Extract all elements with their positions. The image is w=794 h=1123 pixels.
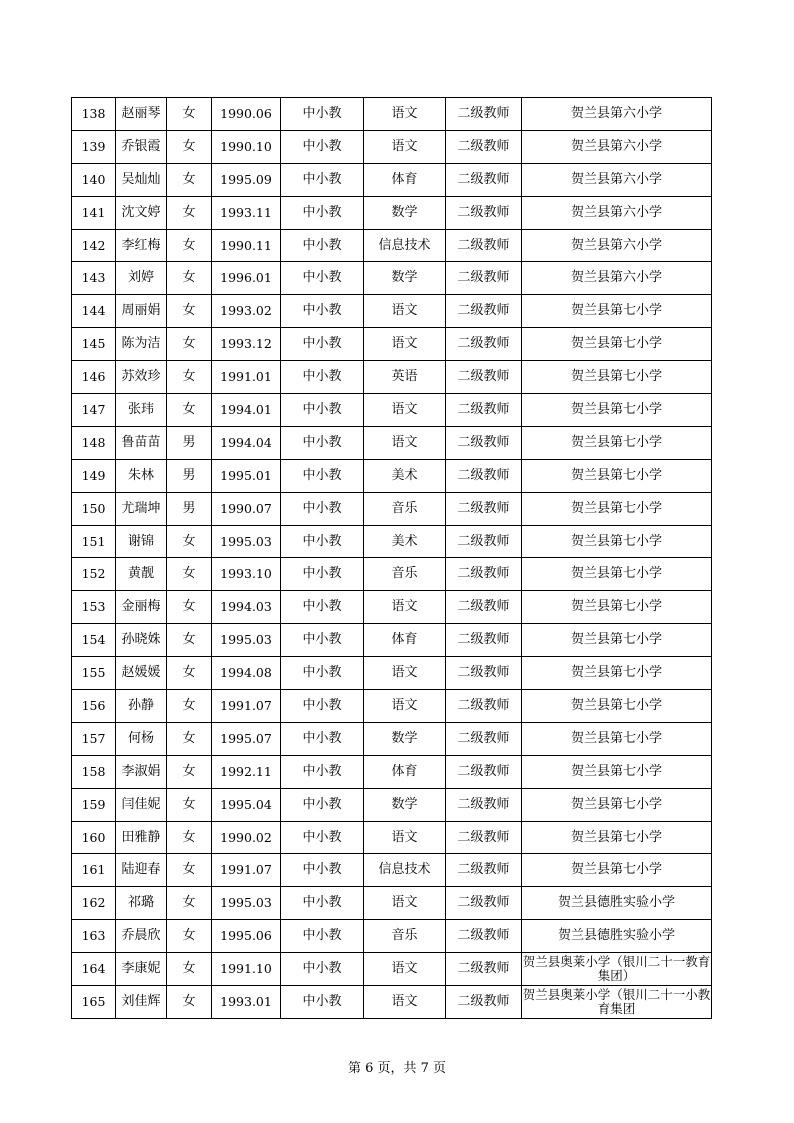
cell-subject: 语文 — [364, 821, 446, 854]
cell-birth-date: 1995.09 — [212, 163, 281, 196]
cell-school: 贺兰县第六小学 — [522, 163, 712, 196]
table-row — [72, 920, 712, 953]
cell-category: 中小教 — [281, 229, 364, 262]
cell-school: 贺兰县第六小学 — [522, 262, 712, 295]
cell-gender: 女 — [167, 98, 212, 131]
cell-category: 中小教 — [281, 98, 364, 131]
cell-school: 贺兰县第六小学 — [522, 98, 712, 131]
cell-subject: 语文 — [364, 986, 446, 1019]
table-row — [72, 525, 712, 558]
cell-title: 二级教师 — [446, 163, 522, 196]
cell-title: 二级教师 — [446, 657, 522, 690]
cell-subject: 数学 — [364, 788, 446, 821]
cell-name: 李红梅 — [116, 229, 167, 262]
cell-category: 中小教 — [281, 920, 364, 953]
cell-school: 贺兰县第七小学 — [522, 328, 712, 361]
cell-birth-date: 1993.12 — [212, 328, 281, 361]
table-row — [72, 821, 712, 854]
cell-gender: 女 — [167, 591, 212, 624]
cell-title: 二级教师 — [446, 525, 522, 558]
cell-school: 贺兰县第七小学 — [522, 690, 712, 723]
cell-gender: 女 — [167, 229, 212, 262]
cell-school: 贺兰县第七小学 — [522, 624, 712, 657]
cell-category: 中小教 — [281, 755, 364, 788]
table-row — [72, 887, 712, 920]
cell-school: 贺兰县第七小学 — [522, 755, 712, 788]
cell-birth-date: 1991.10 — [212, 953, 281, 986]
cell-school: 贺兰县第七小学 — [522, 821, 712, 854]
cell-gender: 女 — [167, 196, 212, 229]
cell-category: 中小教 — [281, 821, 364, 854]
cell-title: 二级教师 — [446, 361, 522, 394]
cell-category: 中小教 — [281, 328, 364, 361]
cell-number: 165 — [72, 986, 116, 1019]
cell-subject: 数学 — [364, 196, 446, 229]
cell-category: 中小教 — [281, 394, 364, 427]
cell-title: 二级教师 — [446, 821, 522, 854]
cell-category: 中小教 — [281, 361, 364, 394]
cell-category: 中小教 — [281, 591, 364, 624]
cell-category: 中小教 — [281, 887, 364, 920]
cell-birth-date: 1995.01 — [212, 459, 281, 492]
cell-birth-date: 1995.03 — [212, 887, 281, 920]
cell-gender: 女 — [167, 821, 212, 854]
cell-name: 朱林 — [116, 459, 167, 492]
cell-name: 吴灿灿 — [116, 163, 167, 196]
cell-number: 162 — [72, 887, 116, 920]
cell-category: 中小教 — [281, 459, 364, 492]
cell-school: 贺兰县第七小学 — [522, 525, 712, 558]
cell-school: 贺兰县奥莱小学（银川二十一小教育集团 — [522, 986, 712, 1019]
cell-number: 160 — [72, 821, 116, 854]
cell-birth-date: 1990.06 — [212, 98, 281, 131]
cell-title: 二级教师 — [446, 394, 522, 427]
cell-birth-date: 1994.01 — [212, 394, 281, 427]
cell-number: 144 — [72, 295, 116, 328]
cell-title: 二级教师 — [446, 722, 522, 755]
table-row — [72, 163, 712, 196]
cell-name: 李淑娟 — [116, 755, 167, 788]
cell-category: 中小教 — [281, 657, 364, 690]
cell-birth-date: 1994.04 — [212, 426, 281, 459]
cell-school: 贺兰县第七小学 — [522, 722, 712, 755]
cell-gender: 女 — [167, 755, 212, 788]
cell-name: 黄靓 — [116, 558, 167, 591]
cell-title: 二级教师 — [446, 624, 522, 657]
cell-school: 贺兰县第六小学 — [522, 196, 712, 229]
cell-school: 贺兰县第七小学 — [522, 394, 712, 427]
cell-number: 158 — [72, 755, 116, 788]
cell-category: 中小教 — [281, 690, 364, 723]
table-row — [72, 262, 712, 295]
table-row — [72, 130, 712, 163]
cell-subject: 语文 — [364, 98, 446, 131]
cell-birth-date: 1990.07 — [212, 492, 281, 525]
table-row — [72, 361, 712, 394]
table-row — [72, 986, 712, 1019]
cell-name: 田雅静 — [116, 821, 167, 854]
table-body — [72, 98, 712, 1019]
cell-subject: 音乐 — [364, 920, 446, 953]
cell-gender: 女 — [167, 262, 212, 295]
cell-number: 164 — [72, 953, 116, 986]
cell-subject: 英语 — [364, 361, 446, 394]
cell-title: 二级教师 — [446, 130, 522, 163]
cell-subject: 语文 — [364, 657, 446, 690]
cell-title: 二级教师 — [446, 98, 522, 131]
cell-school: 贺兰县奥莱小学（银川二十一教育集团） — [522, 953, 712, 986]
cell-gender: 女 — [167, 657, 212, 690]
table-row — [72, 459, 712, 492]
table-row — [72, 854, 712, 887]
cell-birth-date: 1993.01 — [212, 986, 281, 1019]
cell-title: 二级教师 — [446, 426, 522, 459]
cell-title: 二级教师 — [446, 328, 522, 361]
cell-category: 中小教 — [281, 262, 364, 295]
cell-category: 中小教 — [281, 295, 364, 328]
cell-gender: 女 — [167, 328, 212, 361]
cell-school: 贺兰县德胜实验小学 — [522, 920, 712, 953]
cell-birth-date: 1991.01 — [212, 361, 281, 394]
cell-name: 金丽梅 — [116, 591, 167, 624]
cell-birth-date: 1991.07 — [212, 854, 281, 887]
cell-title: 二级教师 — [446, 887, 522, 920]
cell-category: 中小教 — [281, 624, 364, 657]
cell-subject: 语文 — [364, 394, 446, 427]
cell-number: 161 — [72, 854, 116, 887]
cell-school: 贺兰县第六小学 — [522, 229, 712, 262]
cell-name: 陈为洁 — [116, 328, 167, 361]
cell-number: 143 — [72, 262, 116, 295]
cell-name: 闫佳妮 — [116, 788, 167, 821]
table-row — [72, 492, 712, 525]
cell-gender: 男 — [167, 426, 212, 459]
cell-number: 141 — [72, 196, 116, 229]
cell-subject: 语文 — [364, 953, 446, 986]
cell-title: 二级教师 — [446, 953, 522, 986]
cell-subject: 信息技术 — [364, 854, 446, 887]
cell-number: 148 — [72, 426, 116, 459]
cell-gender: 女 — [167, 953, 212, 986]
cell-birth-date: 1995.07 — [212, 722, 281, 755]
cell-subject: 美术 — [364, 459, 446, 492]
table-row — [72, 229, 712, 262]
cell-title: 二级教师 — [446, 690, 522, 723]
cell-title: 二级教师 — [446, 591, 522, 624]
cell-title: 二级教师 — [446, 986, 522, 1019]
cell-gender: 女 — [167, 920, 212, 953]
cell-subject: 数学 — [364, 262, 446, 295]
table-row — [72, 755, 712, 788]
cell-birth-date: 1990.10 — [212, 130, 281, 163]
cell-category: 中小教 — [281, 953, 364, 986]
cell-category: 中小教 — [281, 163, 364, 196]
cell-number: 146 — [72, 361, 116, 394]
cell-name: 赵媛媛 — [116, 657, 167, 690]
table-row — [72, 788, 712, 821]
cell-title: 二级教师 — [446, 788, 522, 821]
table-row — [72, 657, 712, 690]
cell-school: 贺兰县第七小学 — [522, 657, 712, 690]
cell-gender: 女 — [167, 690, 212, 723]
cell-birth-date: 1992.11 — [212, 755, 281, 788]
page-footer: 第 6 页，共 7 页 — [347, 1061, 447, 1076]
cell-school: 贺兰县第七小学 — [522, 788, 712, 821]
cell-category: 中小教 — [281, 196, 364, 229]
cell-name: 何杨 — [116, 722, 167, 755]
cell-category: 中小教 — [281, 558, 364, 591]
cell-subject: 语文 — [364, 130, 446, 163]
cell-school: 贺兰县德胜实验小学 — [522, 887, 712, 920]
cell-number: 157 — [72, 722, 116, 755]
cell-category: 中小教 — [281, 130, 364, 163]
cell-birth-date: 1995.06 — [212, 920, 281, 953]
cell-subject: 语文 — [364, 591, 446, 624]
table-row — [72, 558, 712, 591]
cell-name: 孙晓姝 — [116, 624, 167, 657]
cell-birth-date: 1995.03 — [212, 525, 281, 558]
cell-name: 乔银霞 — [116, 130, 167, 163]
cell-number: 154 — [72, 624, 116, 657]
cell-name: 周丽娟 — [116, 295, 167, 328]
cell-school: 贺兰县第七小学 — [522, 854, 712, 887]
cell-gender: 女 — [167, 624, 212, 657]
table-row — [72, 394, 712, 427]
cell-subject: 体育 — [364, 755, 446, 788]
cell-birth-date: 1994.03 — [212, 591, 281, 624]
cell-gender: 女 — [167, 722, 212, 755]
cell-number: 149 — [72, 459, 116, 492]
cell-school: 贺兰县第七小学 — [522, 459, 712, 492]
cell-category: 中小教 — [281, 426, 364, 459]
cell-school: 贺兰县第六小学 — [522, 130, 712, 163]
cell-school: 贺兰县第七小学 — [522, 591, 712, 624]
cell-subject: 信息技术 — [364, 229, 446, 262]
cell-birth-date: 1991.07 — [212, 690, 281, 723]
cell-birth-date: 1993.11 — [212, 196, 281, 229]
cell-gender: 女 — [167, 394, 212, 427]
cell-title: 二级教师 — [446, 262, 522, 295]
cell-subject: 音乐 — [364, 492, 446, 525]
cell-category: 中小教 — [281, 986, 364, 1019]
cell-number: 155 — [72, 657, 116, 690]
table-row — [72, 953, 712, 986]
cell-name: 赵丽琴 — [116, 98, 167, 131]
cell-subject: 美术 — [364, 525, 446, 558]
cell-subject: 体育 — [364, 624, 446, 657]
cell-subject: 语文 — [364, 328, 446, 361]
cell-name: 沈文婷 — [116, 196, 167, 229]
cell-title: 二级教师 — [446, 558, 522, 591]
cell-name: 张玮 — [116, 394, 167, 427]
cell-title: 二级教师 — [446, 295, 522, 328]
cell-name: 谢锦 — [116, 525, 167, 558]
cell-gender: 女 — [167, 986, 212, 1019]
cell-category: 中小教 — [281, 722, 364, 755]
cell-birth-date: 1994.08 — [212, 657, 281, 690]
cell-birth-date: 1996.01 — [212, 262, 281, 295]
cell-title: 二级教师 — [446, 854, 522, 887]
cell-category: 中小教 — [281, 788, 364, 821]
cell-number: 138 — [72, 98, 116, 131]
cell-subject: 音乐 — [364, 558, 446, 591]
cell-subject: 语文 — [364, 690, 446, 723]
cell-title: 二级教师 — [446, 755, 522, 788]
table-row — [72, 591, 712, 624]
cell-gender: 男 — [167, 459, 212, 492]
cell-category: 中小教 — [281, 492, 364, 525]
table-row — [72, 624, 712, 657]
table-row — [72, 196, 712, 229]
cell-school: 贺兰县第七小学 — [522, 492, 712, 525]
cell-gender: 女 — [167, 525, 212, 558]
cell-subject: 语文 — [364, 426, 446, 459]
cell-birth-date: 1995.03 — [212, 624, 281, 657]
cell-number: 145 — [72, 328, 116, 361]
table-row — [72, 328, 712, 361]
table-row — [72, 98, 712, 131]
cell-category: 中小教 — [281, 525, 364, 558]
cell-title: 二级教师 — [446, 229, 522, 262]
cell-gender: 女 — [167, 887, 212, 920]
cell-number: 151 — [72, 525, 116, 558]
cell-category: 中小教 — [281, 854, 364, 887]
cell-name: 刘佳辉 — [116, 986, 167, 1019]
cell-gender: 男 — [167, 492, 212, 525]
cell-gender: 女 — [167, 854, 212, 887]
cell-birth-date: 1990.11 — [212, 229, 281, 262]
cell-school: 贺兰县第七小学 — [522, 361, 712, 394]
cell-name: 孙静 — [116, 690, 167, 723]
cell-birth-date: 1993.10 — [212, 558, 281, 591]
cell-gender: 女 — [167, 163, 212, 196]
cell-name: 李康妮 — [116, 953, 167, 986]
cell-title: 二级教师 — [446, 196, 522, 229]
cell-subject: 语文 — [364, 295, 446, 328]
cell-birth-date: 1995.04 — [212, 788, 281, 821]
cell-gender: 女 — [167, 558, 212, 591]
cell-name: 苏效珍 — [116, 361, 167, 394]
cell-number: 142 — [72, 229, 116, 262]
cell-name: 乔晨欣 — [116, 920, 167, 953]
cell-title: 二级教师 — [446, 920, 522, 953]
cell-name: 鲁苗苗 — [116, 426, 167, 459]
cell-name: 尤瑞坤 — [116, 492, 167, 525]
cell-number: 163 — [72, 920, 116, 953]
cell-subject: 体育 — [364, 163, 446, 196]
cell-name: 陆迎春 — [116, 854, 167, 887]
table-row — [72, 722, 712, 755]
cell-name: 刘婷 — [116, 262, 167, 295]
cell-gender: 女 — [167, 361, 212, 394]
cell-school: 贺兰县第七小学 — [522, 295, 712, 328]
table-row — [72, 690, 712, 723]
cell-gender: 女 — [167, 295, 212, 328]
cell-number: 159 — [72, 788, 116, 821]
cell-school: 贺兰县第七小学 — [522, 558, 712, 591]
cell-number: 140 — [72, 163, 116, 196]
cell-birth-date: 1993.02 — [212, 295, 281, 328]
cell-number: 139 — [72, 130, 116, 163]
cell-number: 156 — [72, 690, 116, 723]
cell-title: 二级教师 — [446, 492, 522, 525]
cell-gender: 女 — [167, 788, 212, 821]
cell-number: 152 — [72, 558, 116, 591]
cell-subject: 语文 — [364, 887, 446, 920]
cell-subject: 数学 — [364, 722, 446, 755]
table-row — [72, 295, 712, 328]
cell-number: 153 — [72, 591, 116, 624]
cell-birth-date: 1990.02 — [212, 821, 281, 854]
cell-gender: 女 — [167, 130, 212, 163]
cell-name: 祁璐 — [116, 887, 167, 920]
cell-school: 贺兰县第七小学 — [522, 426, 712, 459]
cell-number: 150 — [72, 492, 116, 525]
cell-title: 二级教师 — [446, 459, 522, 492]
teacher-list-table — [71, 97, 712, 1019]
table-row — [72, 426, 712, 459]
cell-number: 147 — [72, 394, 116, 427]
